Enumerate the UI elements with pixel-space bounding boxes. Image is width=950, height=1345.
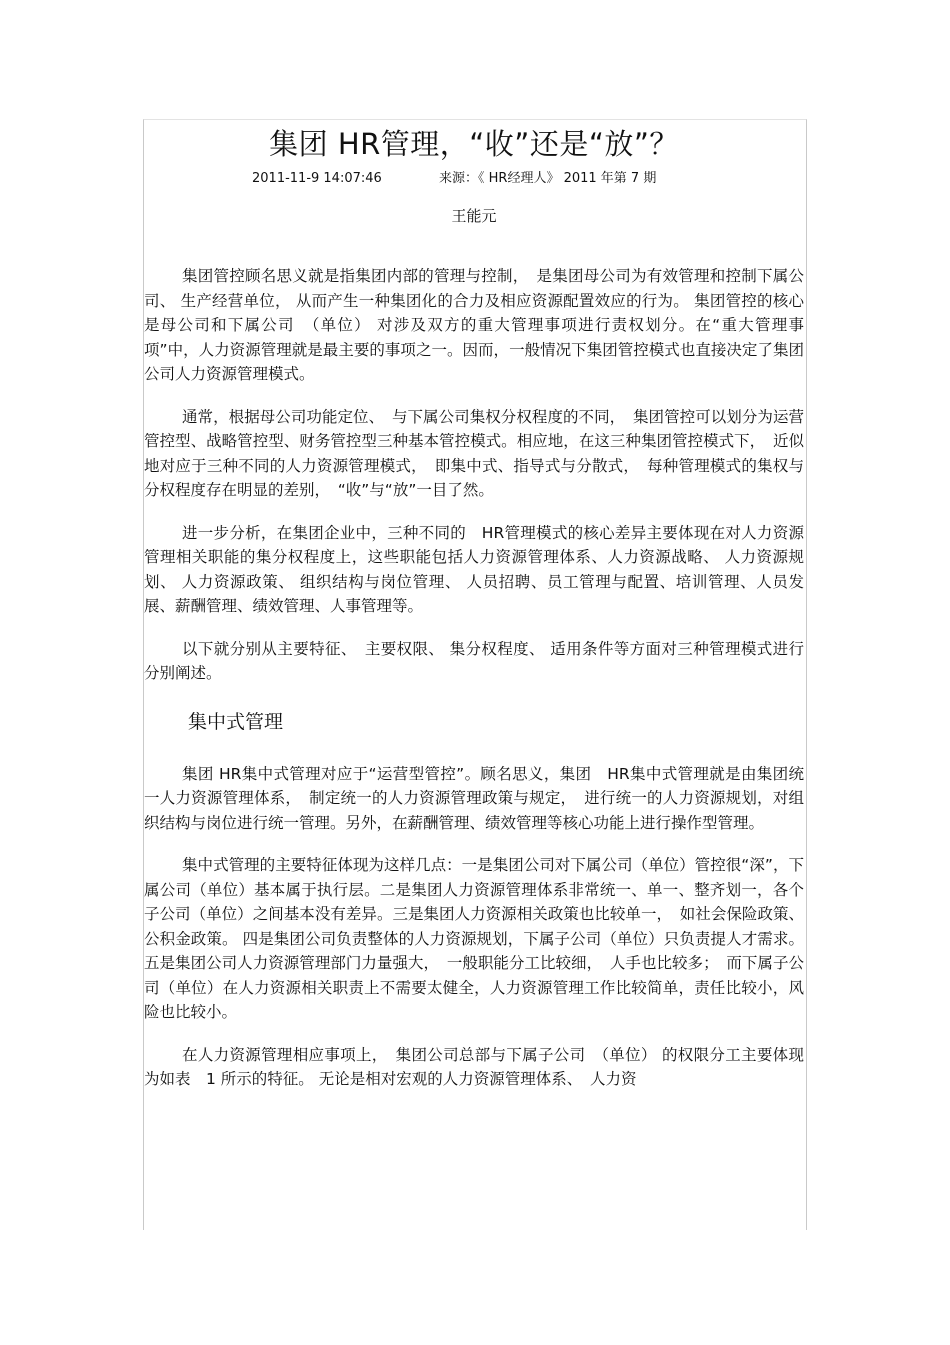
author-name: 王能元 [451, 207, 497, 225]
article-body [144, 264, 804, 1110]
paragraph: 集团管控顾名思义就是指集团内部的管理与控制， 是集团母公司为有效管理和控制下属公司、 生产经营单位， 从而产生一种集团化的合力及相应资源配置效应的行为。 集团管控的核心是母公司和下属公司 （单位） 对涉及双方的重大管理事项进行责权划分。在“重大管理事项”中，人力资源管理就是最主要的事项之一。因而，一般情况下集团管控模式也直接决定了集团公司人力资源管理模式。 [144, 267, 804, 383]
publish-date: 2011-11-9 14:07:46 [252, 171, 382, 186]
paragraph: 通常，根据母公司功能定位、 与下属公司集权分权程度的不同， 集团管控可以划分为运营管控型、战略管控型、财务管控型三种基本管控模式。相应地，在这三种集团管控模式下， 近似地对应于三种不同的人力资源管理模式， 即集中式、指导式与分散式， 每种管理模式的集权与分权程度存在明显的差别， “收”与“放”一目了然。 [144, 407, 804, 499]
section-heading: 集中式管理 [188, 710, 284, 733]
article-title: 集团 HR管理，“收”还是“放”？ [269, 127, 679, 161]
paragraph: 在人力资源管理相应事项上， 集团公司总部与下属子公司 （单位） 的权限分工主要体现为如表 1 所示的特征。 无论是相对宏观的人力资源管理体系、 人力资 [144, 1045, 804, 1088]
paragraph: 集中式管理的主要特征体现为这样几点：一是集团公司对下属公司（单位）管控很“深”，下属公司（单位）基本属于执行层。二是集团人力资源管理体系非常统一、单一、整齐划一，各个子公司（单位）之间基本没有差异。三是集团人力资源相关政策也比较单一， 如社会保险政策、 公积金政策。 四是集团公司负责整体的人力资源规划，下属子公司（单位）只负责提人才需求。五是集团公司人力资源管理部门力量强大， 一般职能分工比较细， 人手也比较多； 而下属子公司（单位）在人力资源相关职责上不需要太健全，人力资源管理工作比较简单，责任比较小，风险也比较小。 [144, 856, 804, 1021]
publication-source: 来源：《 HR经理人》 2011 年第 7 期 [439, 171, 657, 186]
paragraph: 进一步分析，在集团企业中，三种不同的 HR管理模式的核心差异主要体现在对人力资源管理相关职能的集分权程度上，这些职能包括人力资源管理体系、人力资源战略、 人力资源规划、 人力资源政策、 组织结构与岗位管理、 人员招聘、员工管理与配置、培训管理、人员发展、薪酬管理、绩效管理、人事管理等。 [144, 523, 804, 615]
paragraph: 集团 HR集中式管理对应于“运营型管控”。顾名思义，集团 HR集中式管理就是由集团统一人力资源管理体系， 制定统一的人力资源管理政策与规定， 进行统一的人力资源规划，对组织结构与岗位进行统一管理。另外，在薪酬管理、绩效管理等核心功能上进行操作型管理。 [144, 764, 804, 832]
paragraph: 以下就分别从主要特征、 主要权限、 集分权程度、 适用条件等方面对三种管理模式进行分别阐述。 [144, 639, 804, 682]
